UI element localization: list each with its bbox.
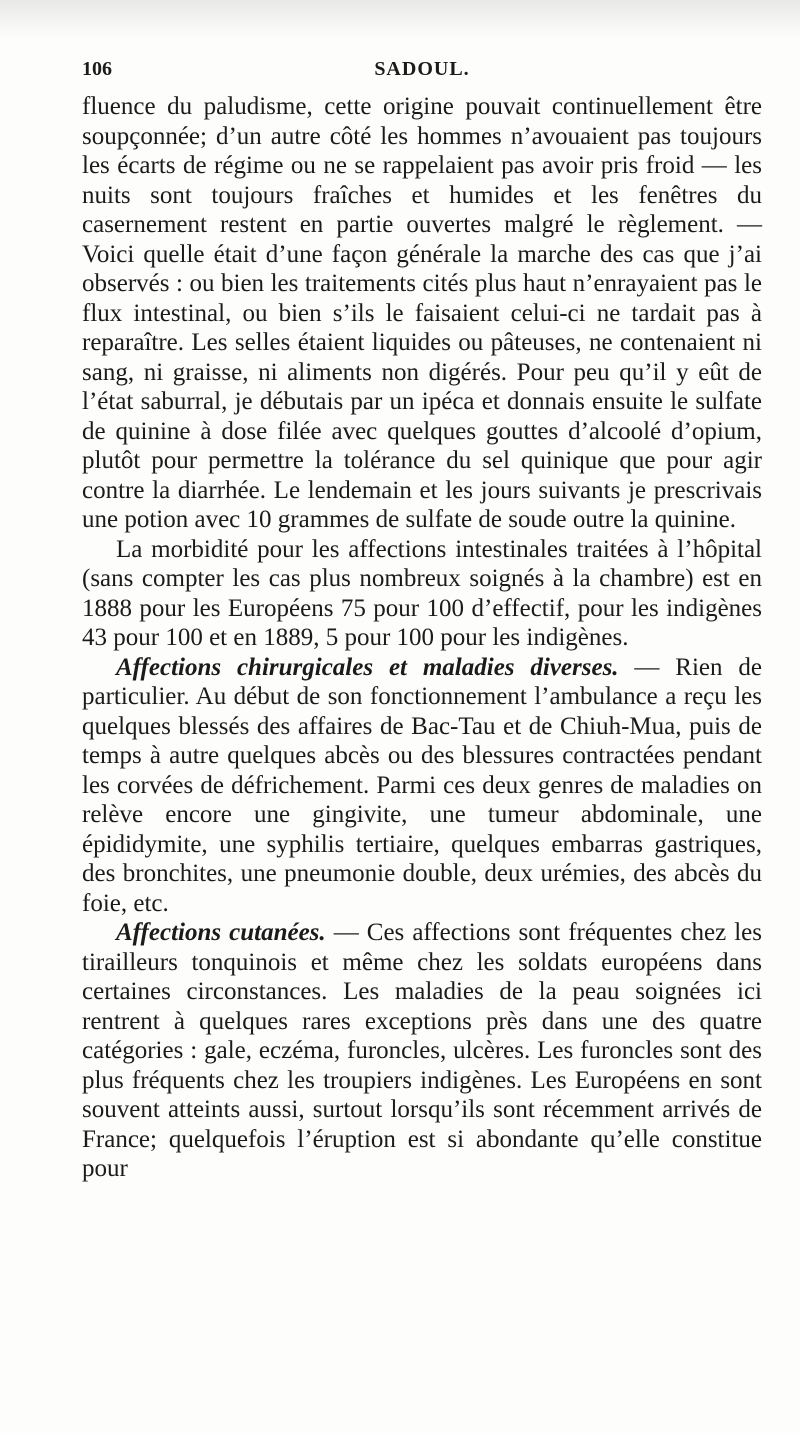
running-head: SADOUL.	[374, 58, 470, 80]
body-text	[82, 92, 762, 1184]
paragraph-cutaneous	[82, 918, 762, 1184]
paragraph-continuation	[82, 92, 762, 535]
section-heading: Affections cutanées.	[116, 919, 326, 946]
paragraph-text: — Ces affections sont fréquentes chez les tirailleurs tonquinois et même chez les soldats européens dans certaines circonstances. Les maladies de la peau soignées ici rentrent à quelques rares exceptions près dans une des quatre catégories : gale, eczéma, furoncles, ulcères. Les furoncles sont des plus fréquents chez les troupiers indigènes. Les Européens en sont souvent atteints aussi, surtout lorsqu’ils sont récemment arrivés de France; quelquefois l’éruption est si abondante qu’elle constitue pour	[82, 919, 762, 1182]
page-header	[82, 58, 762, 88]
page-number: 106	[82, 58, 112, 80]
scan-shadow	[0, 0, 800, 40]
paragraph-surgical	[82, 653, 762, 919]
paragraph-morbidity	[82, 535, 762, 653]
paragraph-text: fluence du paludisme, cette origine pouvait continuellement être soupçonnée; d’un autre côté les hommes n’avouaient pas toujours les écarts de régime ou ne se rappelaient pas avoir pris froid — les nuits sont toujours fraîches et humides et les fenêtres du casernement restent en partie ouvertes malgré le règlement. — Voici quelle était d’une façon générale la marche des cas que j’ai observés : ou bien les traitements cités plus haut n’enrayaient pas le flux intestinal, ou bien s’ils le faisaient celui-ci ne tardait pas à reparaître. Les selles étaient liquides ou pâteuses, ne contenaient ni sang, ni graisse, ni aliments non digérés. Pour peu qu’il y eût de l’état saburral, je débutais par un ipéca et donnais ensuite le sulfate de quinine à dose filée avec quelques gouttes d’alcoolé d’opium, plutôt pour permettre la tolérance du sel quinique que pour agir contre la diarrhée. Le lendemain et les jours suivants je prescrivais une potion avec 10 grammes de sulfate de soude outre la quinine.	[82, 93, 762, 533]
section-heading: Affections chirurgicales et maladies diverses.	[116, 653, 619, 681]
paragraph-text: — Rien de particulier. Au début de son fonctionnement l’ambulance a reçu les quelques blessés des affaires de Bac-Tau et de Chiuh-Mua, puis de temps à autre quelques abcès ou des blessures contractées pendant les corvées de défrichement. Parmi ces deux genres de maladies on relève encore une gingivite, une tumeur abdominale, une épididymite, une syphilis tertiaire, quelques embarras gastriques, des bronchites, une pneumonie double, deux urémies, des abcès du foie, etc.	[82, 653, 762, 917]
paragraph-text: La morbidité pour les affections intestinales traitées à l’hôpital (sans compter les cas plus nombreux soignés à la chambre) est en 1888 pour les Européens 75 pour 100 d’effectif, pour les indigènes 43 pour 100 et en 1889, 5 pour 100 pour les indigènes.	[82, 535, 762, 651]
